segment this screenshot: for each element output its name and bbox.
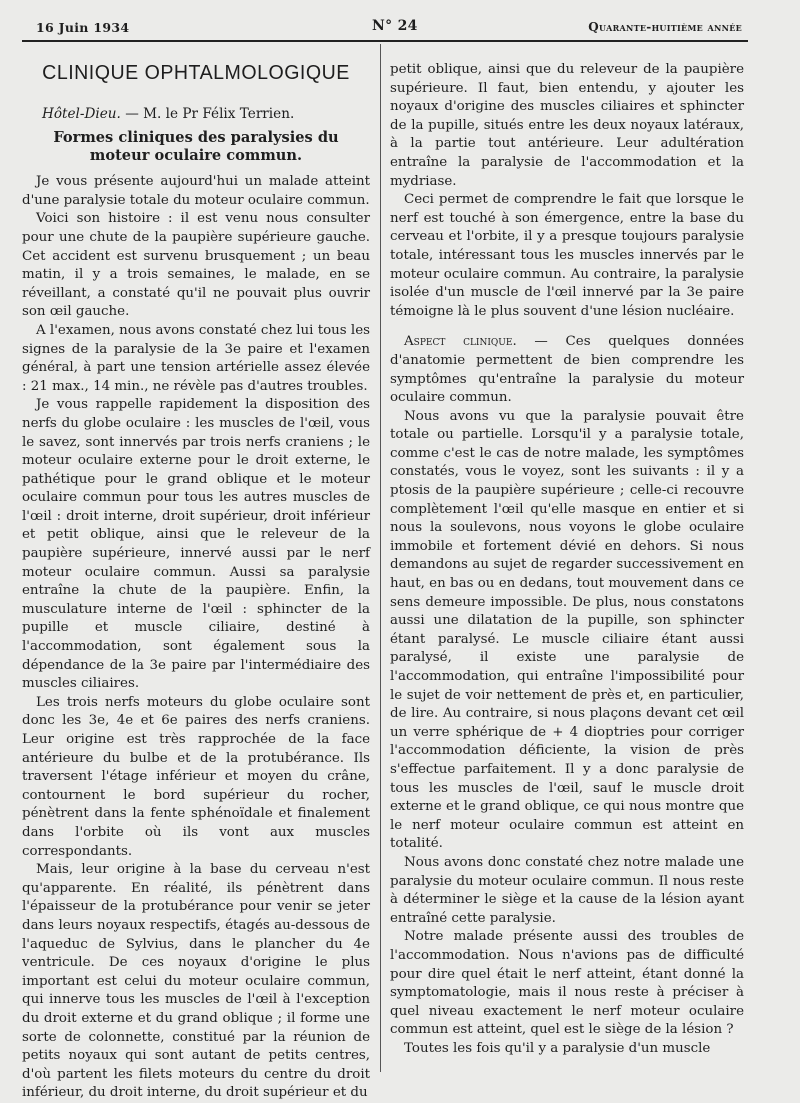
byline-author: — M. le Pr Félix Terrien. — [125, 105, 295, 122]
byline-place: Hôtel-Dieu. — [42, 105, 121, 122]
right-column — [390, 61, 744, 1058]
paragraph: Nous avons donc constaté chez notre malade une paralysie du moteur oculaire commun. Il nous reste à déterminer le siège et la cause de la lésion ayant entraîné cette paralysie. — [390, 854, 744, 926]
byline — [42, 105, 370, 124]
rubric-title: CLINIQUE OPHTALMOLOGIQUE — [42, 62, 350, 84]
paragraph: Je vous rappelle rapidement la disposition des nerfs du globe oculaire : les muscles de l'œil, vous le savez, sont innervés par trois nerfs craniens ; le moteur oculaire externe pour le droit externe, le pathétique pour le grand oblique et le moteur oculaire commun pour tous les autres muscles de l'œil : droit interne, droit supérieur, droit inférieur et petit oblique, ainsi que le releveur de la paupière supérieure, innervé aussi par le nerf moteur oculaire commun. Aussi sa paralysie entraîne la chute de la paupière. Enfin, la musculature interne de l'œil : sphincter de la pupille et muscle ciliaire, destiné à l'accommodation, sont également sous la dépendance de la 3e paire par l'intermédiaire des muscles ciliaires. — [22, 397, 370, 692]
paragraph: Voici son histoire : il est venu nous consulter pour une chute de la paupière supérieure gauche. Cet accident est survenu brusquement ; un beau matin, il y a trois semaines, le malade, en se réveillant, a constaté qu'il ne pouvait plus ouvrir son œil gauche. — [22, 211, 370, 320]
article-subtitle: Formes cliniques des paralysies du moteur oculaire commun. — [53, 129, 339, 165]
paragraph: Les trois nerfs moteurs du globe oculaire sont donc les 3e, 4e et 6e paires des nerfs craniens. Leur origine est très rapprochée de la face antérieure du bulbe et de la protubérance. Ils traversent l'étage inférieur et moyen du crâne, contournent le bord supérieur du rocher, pénètrent dans la fente sphénoïdale et finalement dans l'orbite où ils vont aux muscles correspondants. — [22, 694, 370, 859]
paragraph: Je vous présente aujourd'hui un malade atteint d'une paralysie totale du moteur oculaire commun. — [22, 174, 370, 208]
section-paragraph — [390, 333, 744, 407]
left-column — [22, 58, 370, 1103]
page-header — [22, 18, 742, 38]
paragraph: Mais, leur origine à la base du cerveau n'est qu'apparente. En réalité, ils pénètrent dans l'épaisseur de la protubérance pour venir se jeter dans leurs noyaux respectifs, étagés au-dessous de l'aqueduc de Sylvius, dans le plancher du 4e ventricule. De ces noyaux d'origine le plus important est celui du moteur oculaire commun, qui innerve tous les muscles de l'œil à l'exception du droit externe et du grand oblique ; il forme une sorte de colonnette, constitué par la réunion de petits noyaux qui sont autant de petits centres, d'où partent les filets moteurs du centre du droit inférieur, du droit interne, du droit supérieur et du — [22, 862, 370, 1101]
issue-date: 16 Juin 1934 — [36, 20, 130, 35]
publication-year: Quarante-huitième année — [588, 20, 742, 34]
paragraph: Ceci permet de comprendre le fait que lorsque le nerf est touché à son émergence, entre la base du cerveau et l'orbite, il y a presque toujours paralysie totale, intéressant tous les muscles innervés par le moteur oculaire commun. Au contraire, la paralysie isolée d'un muscle de l'œil innervé par la 3e paire témoigne là le plus souvent d'une lésion nucléaire. — [390, 192, 744, 319]
section-text: — Ces quelques données d'anatomie permettent de bien comprendre les symptômes qu'entraîne la paralysie du moteur oculaire commun. — [390, 334, 744, 406]
paragraph: Notre malade présente aussi des troubles de l'accommodation. Nous n'avions pas de difficulté pour dire quel était le nerf atteint, étant donné la symptomatologie, mais il nous reste à préciser à quel niveau exactement le nerf moteur oculaire commun est atteint, quel est le siège de la lésion ? — [390, 929, 744, 1038]
paragraph: Toutes les fois qu'il y a paralysie d'un muscle — [404, 1040, 711, 1056]
issue-number: N° 24 — [372, 18, 418, 34]
column-divider — [380, 44, 381, 1072]
paragraph: Nous avons vu que la paralysie pouvait être totale ou partielle. Lorsqu'il y a paralysie totale, comme c'est le cas de notre malade, les symptômes constatés, vous le voyez, sont les suivants : il y a ptosis de la paupière supérieure ; celle-ci recouvre complètement l'œil qu'elle masque en entier et si nous la soulevons, nous voyons le globe oculaire immobile et fortement dévié en dehors. Si nous demandons au sujet de regarder successivement en haut, en bas ou en dedans, tout mouvement dans ce sens demeure impossible. De plus, nous constatons aussi une dilatation de la pupille, son sphincter étant paralysé. Le muscle ciliaire étant aussi paralysé, il existe une paralysie de l'accommodation, qui entraîne l'impossibilité pour le sujet de voir nettement de près et, en particulier, de lire. Au contraire, si nous plaçons devant cet œil un verre sphérique de + 4 dioptries pour corriger l'accommodation déficiente, la vision de près s'effectue parfaitement. Il y a donc paralysie de tous les muscles de l'œil, sauf le muscle droit externe et le grand oblique, ce qui nous montre que le nerf moteur oculaire commun est atteint en totalité. — [390, 408, 744, 852]
section-heading: Aspect clinique. — [404, 334, 517, 350]
paragraph: A l'examen, nous avons constaté chez lui tous les signes de la paralysie de la 3e paire et l'examen général, à part une tension artérielle assez élevée : 21 max., 14 min., ne révèle pas d'autres troubles. — [22, 322, 370, 394]
section-spacer — [390, 321, 744, 333]
paragraph: petit oblique, ainsi que du releveur de la paupière supérieure. Il faut, bien entendu, y ajouter les noyaux d'origine des muscles ciliaires et sphincter de la pupille, situés entre les deux noyaux latéraux, à la partie tout antérieure. Leur adultération entraîne la paralysie de l'accommodation et la mydriase. — [390, 62, 744, 189]
header-rule — [22, 40, 748, 42]
